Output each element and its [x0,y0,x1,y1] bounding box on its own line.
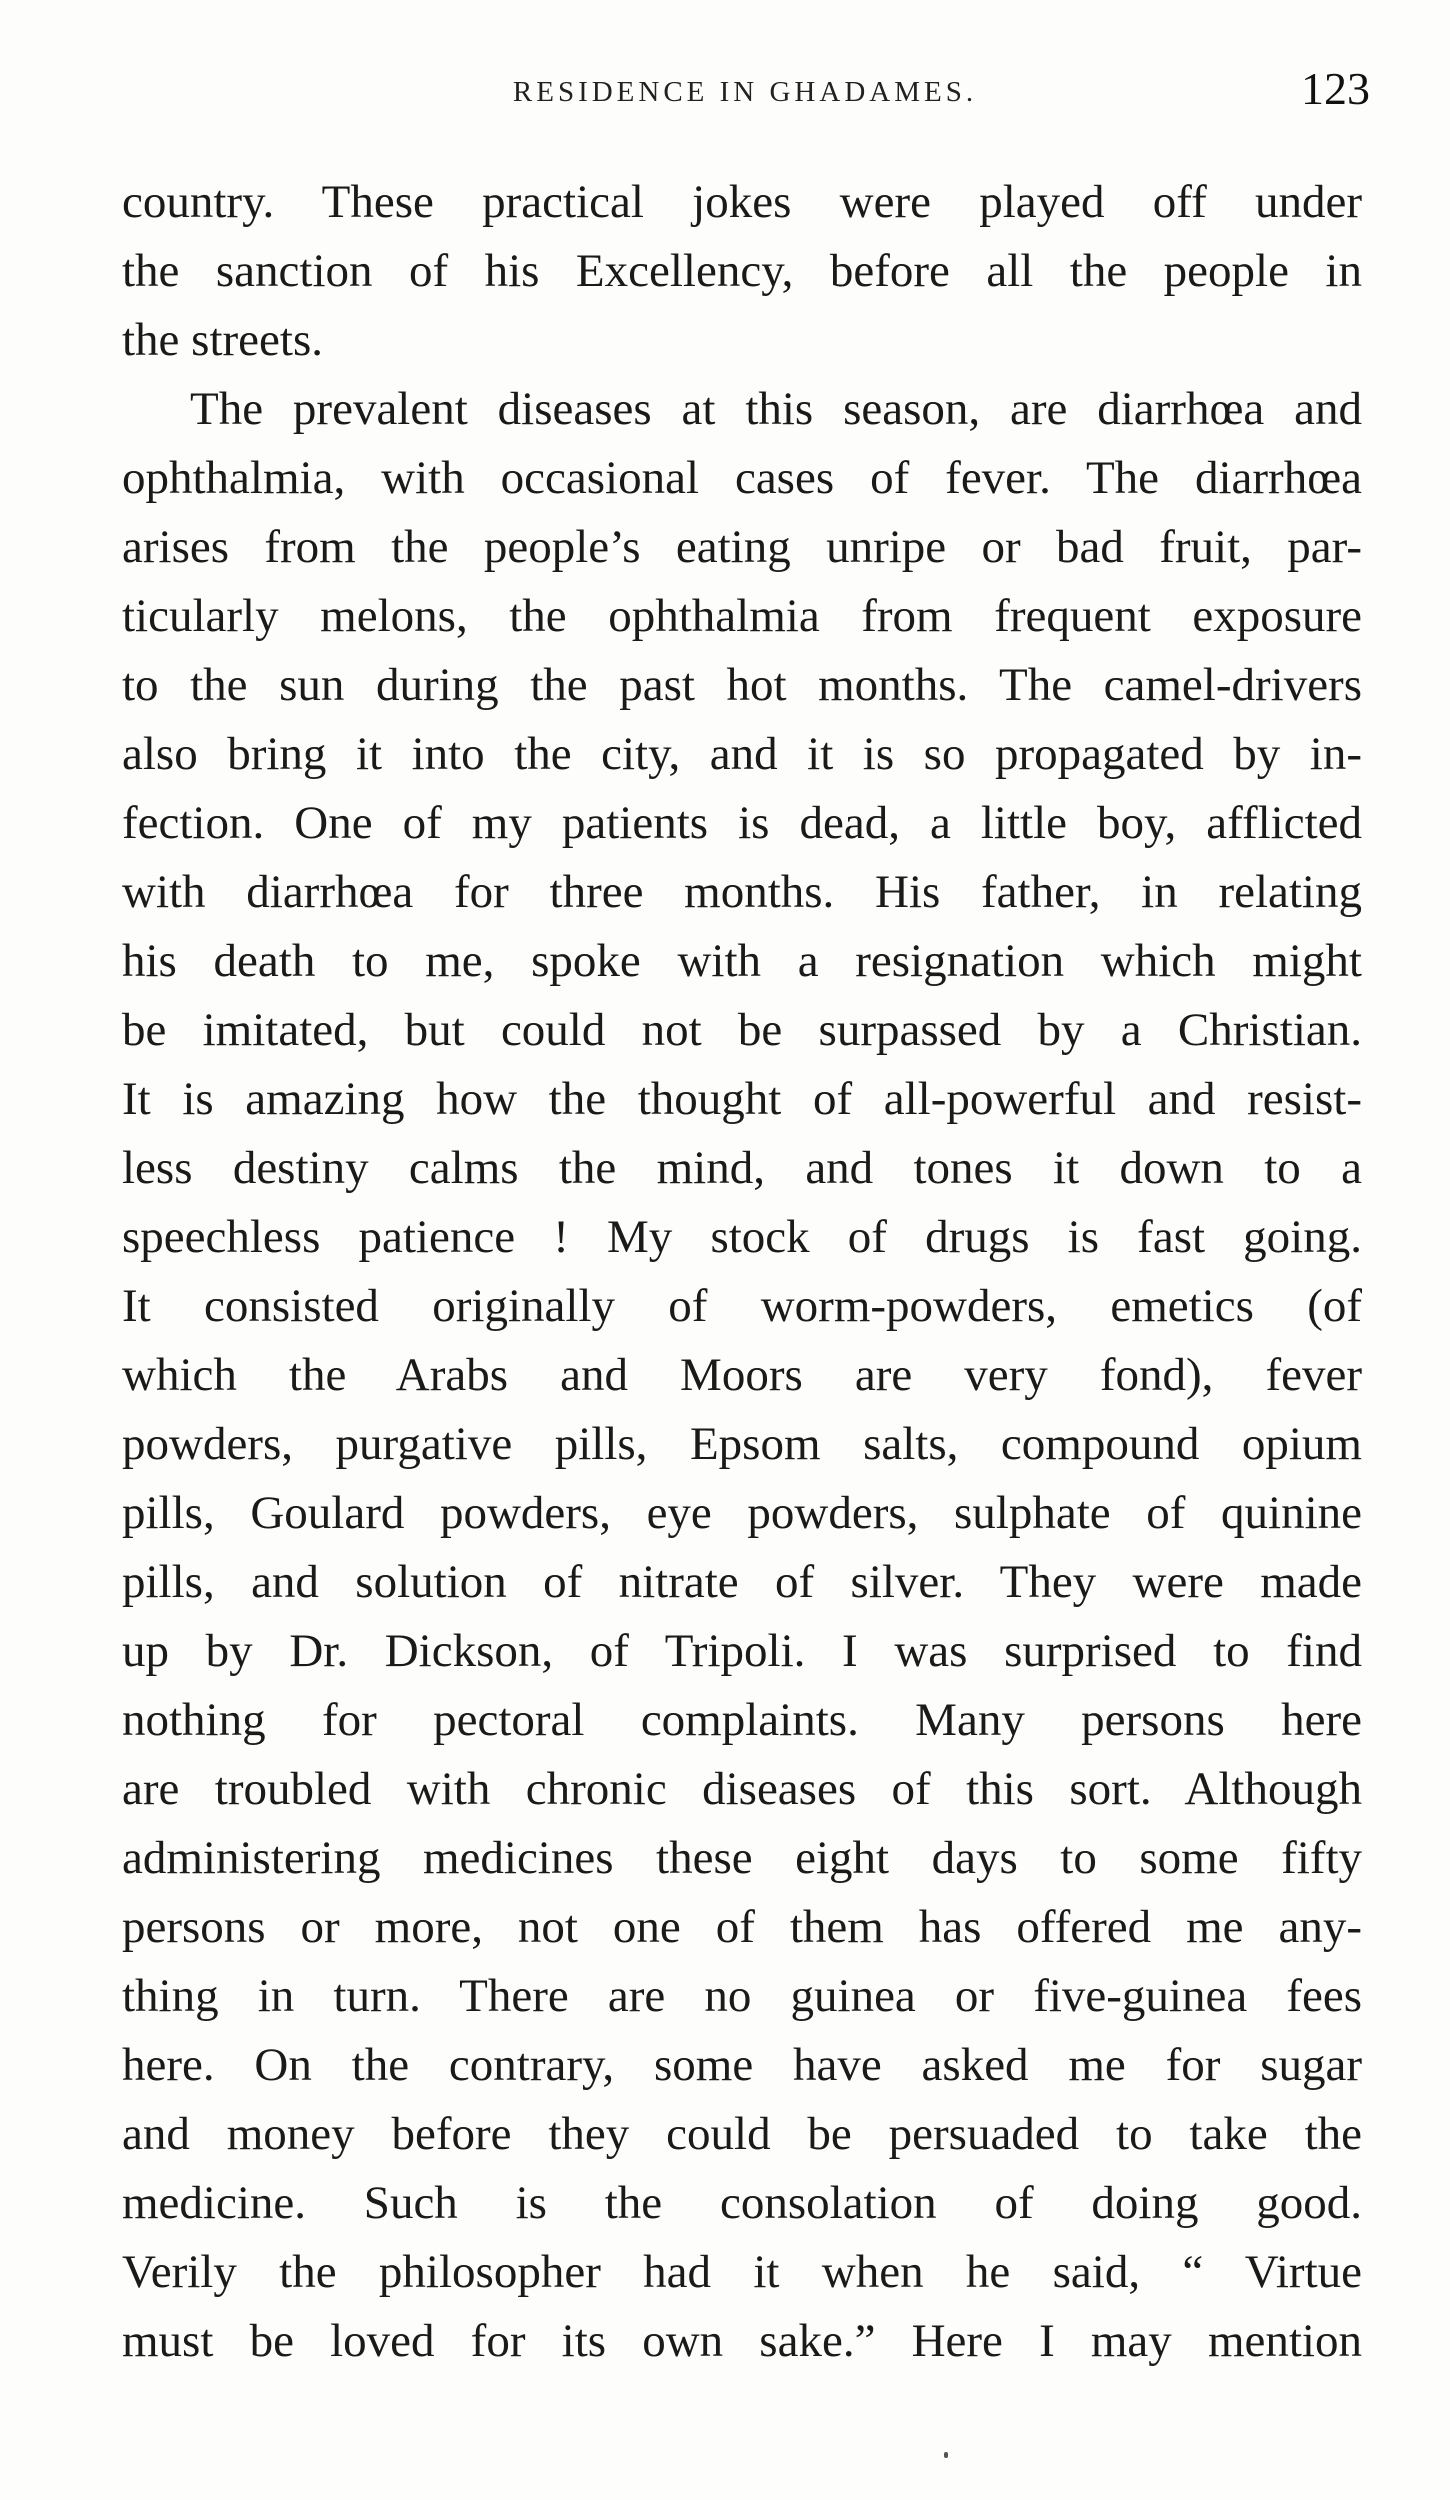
text-line: It consisted originally of worm-powders, emetics (of [122,1280,1362,1332]
text-line: thing in turn. There are no guinea or five-guinea fees [122,1970,1362,2022]
text-line: arises from the people’s eating unripe or bad fruit, par- [122,521,1362,573]
running-head [120,62,1370,122]
text-line: his death to me, spoke with a resignation which might [122,935,1362,987]
text-line: fection. One of my patients is dead, a little boy, afflicted [122,797,1362,849]
body-text [122,168,1362,2376]
text-line: to the sun during the past hot months. The camel-drivers [122,659,1362,711]
text-line: ticularly melons, the ophthalmia from frequent exposure [122,590,1362,642]
text-line: powders, purgative pills, Epsom salts, compound opium [122,1418,1362,1470]
text-line: also bring it into the city, and it is so propagated by in- [122,728,1362,780]
text-line: less destiny calms the mind, and tones it down to a [122,1142,1362,1194]
text-line: country. These practical jokes were played off under [122,176,1362,228]
running-title: RESIDENCE IN GHADAMES. [512,76,978,108]
text-line: with diarrhœa for three months. His father, in relating [122,866,1362,918]
printing-speck [944,2452,948,2458]
text-line: pills, and solution of nitrate of silver. They were made [122,1556,1362,1608]
text-line: persons or more, not one of them has offered me any- [122,1901,1362,1953]
paragraph-start-line: The prevalent diseases at this season, are diarrhœa and [190,383,1362,435]
text-line: and money before they could be persuaded to take the [122,2108,1362,2160]
text-line: the streets. [122,314,323,366]
text-line: nothing for pectoral complaints. Many persons here [122,1694,1362,1746]
text-line: Verily the philosopher had it when he said, “ Virtue [122,2246,1362,2298]
text-line: here. On the contrary, some have asked me for sugar [122,2039,1362,2091]
text-line: which the Arabs and Moors are very fond), fever [122,1349,1362,1401]
text-line: the sanction of his Excellency, before all the people in [122,245,1362,297]
text-line: ophthalmia, with occasional cases of fever. The diarrhœa [122,452,1362,504]
page-number: 123 [1301,63,1370,114]
text-line: be imitated, but could not be surpassed by a Christian. [122,1004,1362,1056]
text-line: pills, Goulard powders, eye powders, sulphate of quinine [122,1487,1362,1539]
text-line: up by Dr. Dickson, of Tripoli. I was surprised to find [122,1625,1362,1677]
text-line: It is amazing how the thought of all-powerful and resist- [122,1073,1362,1125]
text-line: speechless patience ! My stock of drugs is fast going. [122,1211,1362,1263]
text-line: medicine. Such is the consolation of doing good. [122,2177,1362,2229]
text-line: administering medicines these eight days to some fifty [122,1832,1362,1884]
text-line: must be loved for its own sake.” Here I may mention [122,2315,1362,2367]
text-line: are troubled with chronic diseases of this sort. Although [122,1763,1362,1815]
